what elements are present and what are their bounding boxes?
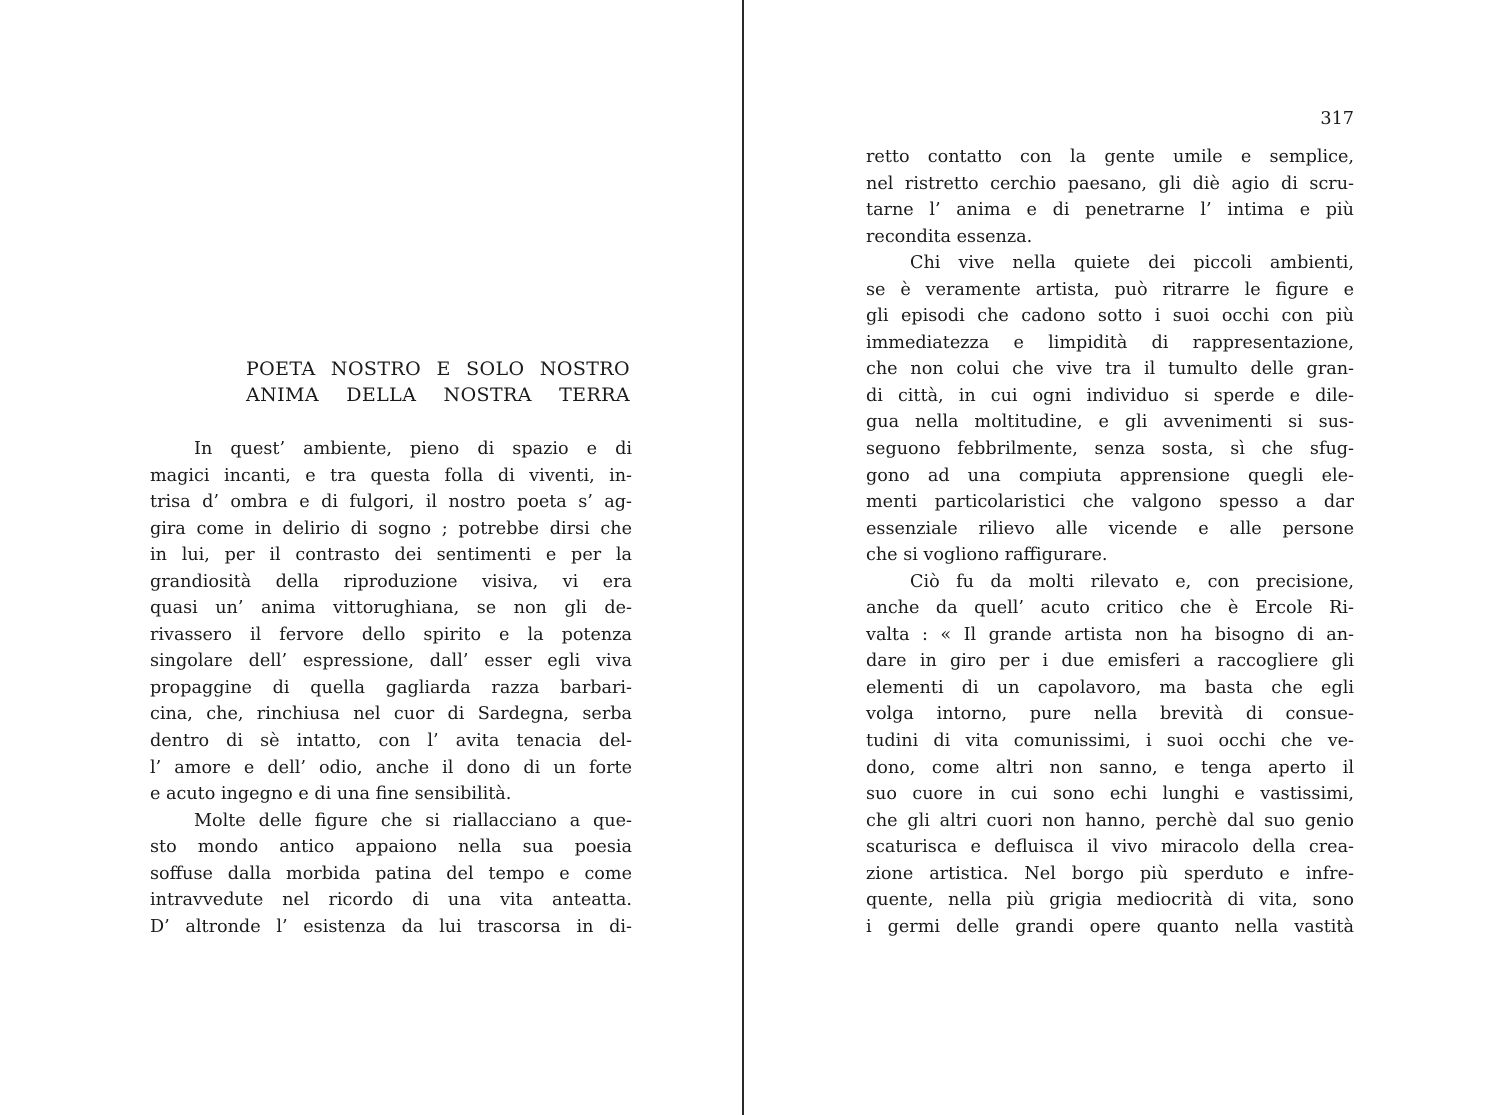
chapter-heading-line-1: POETA NOSTRO E SOLO NOSTRO bbox=[246, 358, 630, 380]
text-line: elementi di un capolavoro, ma basta che egli bbox=[866, 677, 1354, 698]
text-line: l’ amore e dell’ odio, anche il dono di un forte bbox=[150, 757, 632, 778]
text-line: che si vogliono raffigurare. bbox=[866, 545, 1108, 566]
right-page bbox=[744, 0, 1500, 1115]
text-line: che gli altri cuori non hanno, perchè dal suo genio bbox=[866, 810, 1354, 831]
text-line: dentro di sè intatto, con l’ avita tenacia del- bbox=[150, 731, 632, 752]
text-line: recondita essenza. bbox=[866, 226, 1033, 247]
text-line: retto contatto con la gente umile e semplice, bbox=[866, 147, 1354, 167]
text-line: tarne l’ anima e di penetrarne l’ intima e più bbox=[866, 200, 1354, 221]
text-line: intravvedute nel ricordo di una vita anteatta. bbox=[150, 890, 632, 911]
text-line: valta : « Il grande artista non ha bisogno di an- bbox=[866, 624, 1354, 645]
text-line: nel ristretto cerchio paesano, gli diè agio di scru- bbox=[866, 173, 1354, 194]
text-line: scaturisca e defluisca il vivo miracolo della crea- bbox=[866, 837, 1354, 858]
left-page-body-text bbox=[150, 436, 632, 940]
text-line: dare in giro per i due emisferi a raccogliere gli bbox=[866, 651, 1354, 672]
text-line: di città, in cui ogni individuo si sperde e dile- bbox=[866, 385, 1354, 406]
text-line: tudini di vita comunissimi, i suoi occhi che ve- bbox=[866, 731, 1354, 752]
text-line: in lui, per il contrasto dei sentimenti e per la bbox=[150, 545, 632, 566]
text-line: rivassero il fervore dello spirito e la potenza bbox=[150, 624, 632, 645]
text-line: volga intorno, pure nella brevità di consue- bbox=[866, 704, 1354, 725]
chapter-heading-line-2: ANIMA DELLA NOSTRA TERRA bbox=[246, 384, 630, 406]
text-line: dono, come altri non sanno, e tenga aperto il bbox=[866, 757, 1354, 778]
text-line: gono ad una compiuta apprensione quegli ele- bbox=[866, 465, 1354, 486]
text-line: D’ altronde l’ esistenza da lui trascorsa in di- bbox=[150, 916, 632, 937]
text-line: Molte delle figure che si riallacciano a que- bbox=[194, 810, 632, 831]
text-line: se è veramente artista, può ritrarre le figure e bbox=[866, 279, 1354, 300]
text-line: essenziale rilievo alle vicende e alle persone bbox=[866, 518, 1354, 539]
chapter-heading bbox=[246, 356, 630, 408]
text-line: i germi delle grandi opere quanto nella vastità bbox=[866, 916, 1354, 937]
text-line: gua nella moltitudine, e gli avvenimenti si sus- bbox=[866, 412, 1354, 433]
text-line: suo cuore in cui sono echi lunghi e vastissimi, bbox=[866, 784, 1354, 805]
text-line: gli episodi che cadono sotto i suoi occhi con più bbox=[866, 306, 1354, 327]
text-line: che non colui che vive tra il tumulto delle gran- bbox=[866, 359, 1354, 380]
text-line: Ciò fu da molti rilevato e, con precisione, bbox=[910, 571, 1354, 592]
page-number: 317 bbox=[1320, 109, 1354, 129]
text-line: e acuto ingegno e di una fine sensibilità. bbox=[150, 784, 512, 805]
right-page-body-text bbox=[866, 144, 1354, 940]
text-line: In quest’ ambiente, pieno di spazio e di bbox=[194, 439, 632, 459]
text-line: soffuse dalla morbida patina del tempo e come bbox=[150, 863, 632, 884]
text-line: quasi un’ anima vittorughiana, se non gli de- bbox=[150, 598, 632, 619]
text-line: propaggine di quella gagliarda razza barbari- bbox=[150, 677, 632, 698]
left-page bbox=[0, 0, 742, 1115]
text-line: zione artistica. Nel borgo più sperduto e infre- bbox=[866, 863, 1354, 884]
text-line: magici incanti, e tra questa folla di viventi, in- bbox=[150, 465, 632, 486]
text-line: trisa d’ ombra e di fulgori, il nostro poeta s’ ag- bbox=[150, 492, 632, 513]
text-line: sto mondo antico appaiono nella sua poesia bbox=[150, 837, 632, 858]
text-line: grandiosità della riproduzione visiva, vi era bbox=[150, 571, 632, 592]
text-line: cina, che, rinchiusa nel cuor di Sardegna, serba bbox=[150, 704, 632, 725]
text-line: immediatezza e limpidità di rappresentazione, bbox=[866, 332, 1354, 353]
text-line: Chi vive nella quiete dei piccoli ambienti, bbox=[910, 253, 1354, 274]
text-line: anche da quell’ acuto critico che è Ercole Ri- bbox=[866, 598, 1354, 619]
text-line: gira come in delirio di sogno ; potrebbe dirsi che bbox=[150, 518, 632, 539]
text-line: seguono febbrilmente, senza sosta, sì che sfug- bbox=[866, 439, 1354, 460]
text-line: quente, nella più grigia mediocrità di vita, sono bbox=[866, 890, 1354, 911]
text-line: menti particolaristici che valgono spesso a dar bbox=[866, 492, 1354, 513]
text-line: singolare dell’ espressione, dall’ esser egli viva bbox=[150, 651, 632, 672]
